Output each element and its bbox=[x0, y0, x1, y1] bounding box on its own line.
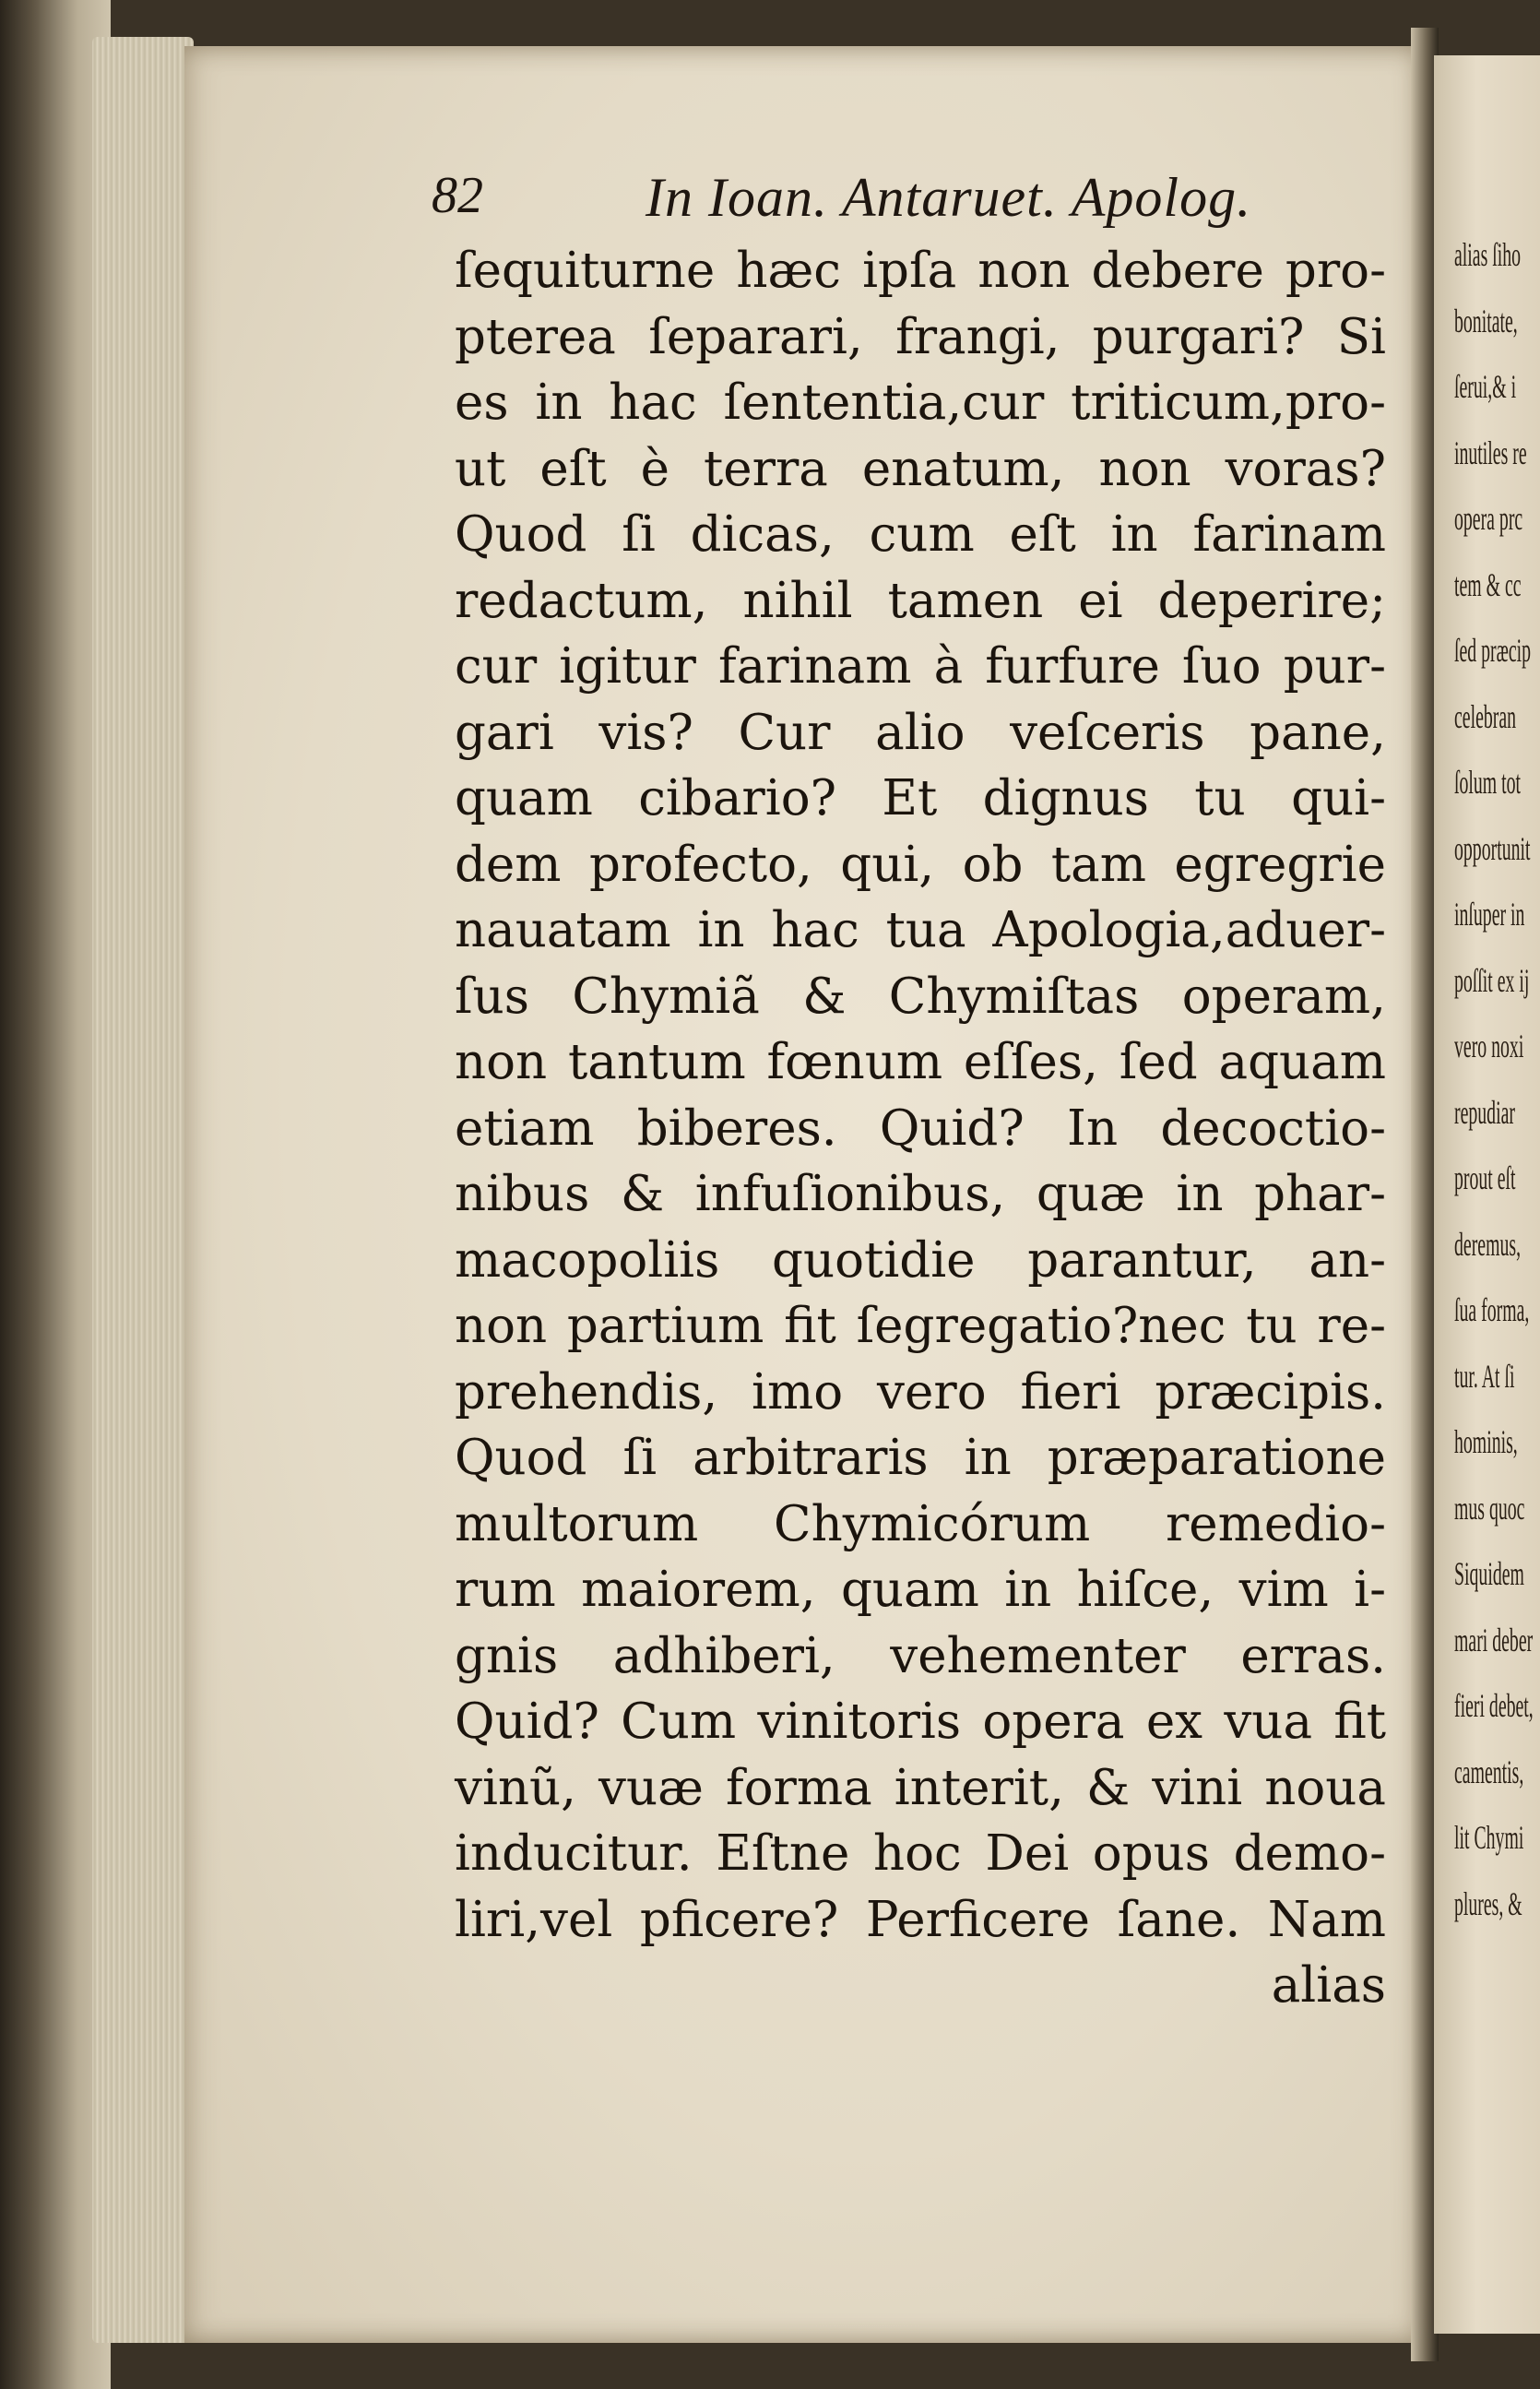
facing-page-line: Siquidem bbox=[1454, 1555, 1524, 1592]
running-title: In Ioan. Antaruet. Apolog. bbox=[646, 167, 1252, 228]
facing-page-line: poſſit ex ij bbox=[1454, 961, 1530, 999]
text-line: pterea ſeparari, frangi, purgari? Si bbox=[455, 308, 1386, 365]
facing-page-line: deremus, bbox=[1454, 1225, 1522, 1263]
text-line: prehendis, imo vero fieri præcipis. bbox=[455, 1363, 1386, 1420]
text-line: dem profecto, qui, ob tam egregrie bbox=[455, 836, 1386, 893]
facing-page-line: camentis, bbox=[1454, 1753, 1524, 1790]
text-line: inducitur. Eſtne hoc Dei opus demo- bbox=[455, 1825, 1386, 1882]
text-line: Quod ſi dicas, cum eſt in farinam bbox=[455, 506, 1386, 563]
text-line: vinũ, vuæ forma interit, & vini noua bbox=[455, 1759, 1386, 1816]
facing-page-line: ſed præcip bbox=[1454, 632, 1532, 669]
text-line: gari vis? Cur alio veſceris pane, bbox=[455, 704, 1386, 761]
text-line: ut eſt è terra enatum, non voras? bbox=[455, 440, 1386, 497]
facing-page-line: ſerui,& i bbox=[1454, 368, 1517, 405]
text-line: ſus Chymiã & Chymiſtas operam, bbox=[455, 968, 1386, 1025]
text-line: nauatam in hac tua Apologia,aduer- bbox=[455, 902, 1386, 958]
text-line: Quod ſi arbitraris in præparatione bbox=[455, 1430, 1386, 1486]
text-line: gnis adhiberi, vehementer erras. bbox=[455, 1627, 1386, 1684]
facing-page-line: tem & cc bbox=[1454, 565, 1522, 603]
text-line: ſequiturne hæc ipſa non debere pro- bbox=[455, 243, 1386, 299]
text-line: non tantum fœnum eſſes, ſed aquam bbox=[455, 1034, 1386, 1090]
text-line: etiam biberes. Quid? In decoctio- bbox=[455, 1099, 1386, 1157]
facing-page-fragment bbox=[1434, 55, 1540, 2334]
facing-page-line: alias ſiho bbox=[1454, 236, 1522, 273]
facing-page-line: prout eſt bbox=[1454, 1159, 1516, 1196]
facing-page-line: lit Chymi bbox=[1454, 1819, 1524, 1856]
facing-page-line: repudiar bbox=[1454, 1093, 1515, 1131]
text-line: quam cibario? Et dignus tu qui- bbox=[455, 770, 1386, 826]
facing-page-line: mari deber bbox=[1454, 1621, 1534, 1658]
text-line: nibus & infuſionibus, quæ in phar- bbox=[455, 1166, 1386, 1222]
facing-page-line: tur. At ſi bbox=[1454, 1357, 1515, 1395]
page-number: 82 bbox=[432, 167, 483, 224]
text-line: es in hac ſententia,cur triticum,pro- bbox=[455, 374, 1386, 431]
text-line: rum maiorem, quam in hiſce, vim i- bbox=[455, 1562, 1386, 1618]
text-line: liri,vel pficere? Perficere ſane. Nam bbox=[455, 1891, 1386, 1948]
facing-page-line: ſolum tot bbox=[1454, 764, 1522, 801]
page-edges bbox=[92, 37, 194, 2343]
text-line: macopoliis quotidie parantur, an- bbox=[455, 1231, 1386, 1289]
text-line: Quid? Cum vinitoris opera ex vua fit bbox=[455, 1694, 1386, 1750]
facing-page-line: bonitate, bbox=[1454, 302, 1518, 339]
facing-page-line: opera prc bbox=[1454, 500, 1523, 537]
facing-page-line: inſuper in bbox=[1454, 896, 1525, 933]
facing-page-line: hominis, bbox=[1454, 1423, 1518, 1460]
text-line: alias bbox=[1271, 1957, 1386, 2014]
facing-page-line: fieri debet, bbox=[1454, 1687, 1534, 1724]
body-text bbox=[455, 238, 1386, 2019]
facing-page-line: ſua forma, bbox=[1454, 1291, 1530, 1328]
facing-page-line: celebran bbox=[1454, 697, 1517, 735]
text-line: multorum Chymicórum remedio- bbox=[455, 1495, 1386, 1552]
facing-page-line: plures, & bbox=[1454, 1884, 1522, 1922]
facing-page-line: inutiles re bbox=[1454, 434, 1527, 471]
text-line: cur igitur farinam à furfure ſuo pur- bbox=[455, 638, 1386, 695]
text-line: redactum, nihil tamen ei deperire; bbox=[455, 572, 1386, 629]
facing-page-line: vero noxi bbox=[1454, 1028, 1524, 1064]
facing-page-line: opportunit bbox=[1454, 829, 1531, 867]
facing-page-line: mus quoc bbox=[1454, 1489, 1525, 1527]
text-line: non partium fit ſegregatio?nec tu re- bbox=[455, 1298, 1386, 1354]
